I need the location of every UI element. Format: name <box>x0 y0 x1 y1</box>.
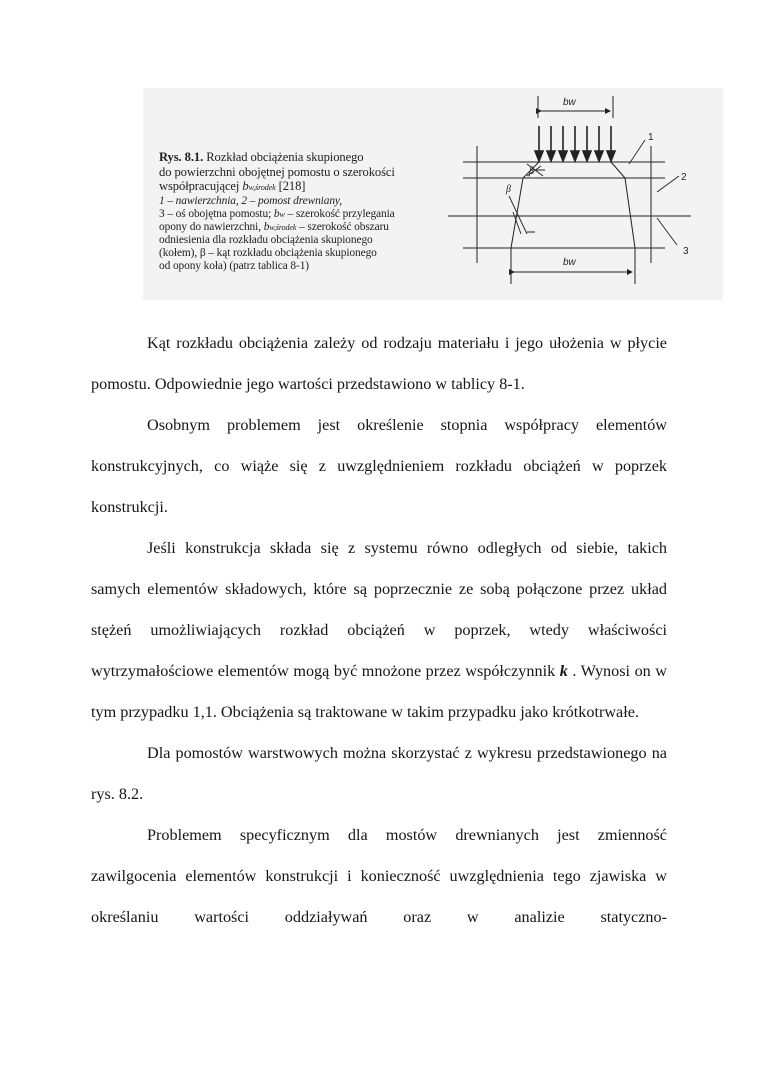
body-text <box>91 323 667 938</box>
wheel-load-arrows <box>535 126 615 161</box>
caption-title-3b: [218] <box>275 179 306 193</box>
caption-line-7: odniesienia dla rozkładu obciążenia skupionego <box>159 234 373 247</box>
caption-title-2: do powierzchni obojętnej pomostu o szerokości <box>159 165 395 179</box>
caption-line-5-sub: w <box>279 210 285 220</box>
beta-upper-label: β <box>529 166 534 177</box>
beta-arrows <box>527 170 545 232</box>
caption-line-6-symbol: b <box>263 221 270 234</box>
paragraph-3 <box>91 528 667 733</box>
caption-line-6a: opony do nawierzchni, <box>159 221 264 234</box>
marker-2: 2 <box>681 172 687 183</box>
diagram-body <box>143 88 723 300</box>
caption-line-8: (kołem), β – kąt rozkładu obciążenia skupionego <box>159 247 377 260</box>
marker-3: 3 <box>683 246 689 257</box>
caption-line-6b: – szerokość obszaru <box>296 221 389 234</box>
paragraph-3b: . Wynosi on w tym przypadku 1,1. Obciążenia są traktowane w takim przypadku jako krótkotrwałe. <box>91 662 667 721</box>
caption-title-1: Rozkład obciążenia skupionego <box>206 150 364 164</box>
paragraph-3a: Jeśli konstrukcja składa się z systemu równo odległych od siebie, takich samych elementów składowych, które są poprzecznie ze sobą połączone przez układ stężeń umożliwiających rozkład obciążeń w poprzek, wtedy właściwości wytrzymałościowe elementów mogą być mnożone przez współczynnik <box>91 539 667 680</box>
paragraph-2: Osobnym problemem jest określenie stopnia współpracy elementów konstrukcyjnych, co wiąże się z uwzględnieniem rozkładu obciążeń w poprzek konstrukcji. <box>91 416 667 516</box>
leader-lines <box>629 140 679 245</box>
caption-title-3-sub: w,środek <box>248 183 276 192</box>
caption-title-3a: współpracującej <box>159 179 243 193</box>
caption-title-3-symbol: b <box>242 179 249 193</box>
paragraph-4: Dla pomostów warstwowych można skorzystać z wykresu przedstawionego na rys. 8.2. <box>91 744 667 803</box>
caption-line-5a: 3 – oś obojętna pomostu; <box>159 208 274 221</box>
bw-bottom-label: bw <box>563 257 576 268</box>
caption-line-5b: – szerokość przylegania <box>284 208 395 221</box>
coefficient-k: k <box>559 662 568 680</box>
beta-lower-label: β <box>506 184 511 195</box>
figure-8-1 <box>143 88 723 300</box>
caption-line-4: 1 – nawierzchnia, 2 – pomost drewniany, <box>159 195 342 207</box>
caption-label: Rys. 8.1. <box>159 150 204 164</box>
deck-layers <box>448 146 691 263</box>
caption-line-5-symbol: b <box>273 208 280 221</box>
caption-line-9: od opony koła) (patrz tablica 8-1) <box>159 260 310 273</box>
marker-1: 1 <box>648 132 654 143</box>
caption-line-6-sub: w,środek <box>269 223 297 233</box>
paragraph-1: Kąt rozkładu obciążenia zależy od rodzaju materiału i jego ułożenia w płycie pomostu. Odpowiednie jego wartości przedstawiono w tablicy 8-1. <box>91 334 667 393</box>
bw-top-label: bw <box>563 97 576 108</box>
paragraph-5: Problemem specyficznym dla mostów drewnianych jest zmienność zawilgocenia elementów konstrukcji i konieczność uwzględnienia tego zjawiska w określaniu wartości oddziaływań oraz w analizie statyczno- <box>91 826 667 926</box>
